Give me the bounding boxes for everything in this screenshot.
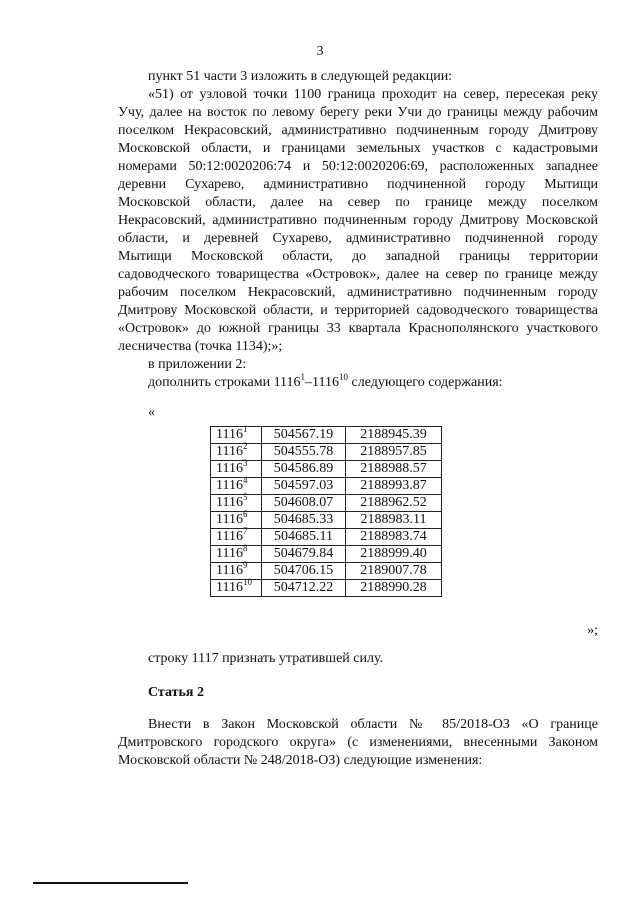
point-number-cell — [211, 509, 262, 529]
y-coordinate-cell: 2189007.78 — [346, 563, 442, 580]
point-number-base: 1116 — [216, 444, 243, 459]
x-coordinate-cell: 504706.15 — [262, 563, 346, 580]
point-number-cell — [211, 526, 262, 546]
page-number: 3 — [316, 44, 324, 59]
point-number-sup: 8 — [242, 543, 248, 553]
point-number-cell — [211, 577, 262, 597]
point-number-base: 1116 — [216, 546, 243, 561]
point-number-sup: 10 — [242, 577, 252, 587]
x-coordinate-cell: 504608.07 — [262, 495, 346, 512]
row-invalid-line: строку 1117 признать утратившей силу. — [148, 651, 384, 666]
y-coordinate-cell: 2188983.74 — [346, 529, 442, 546]
point-number-cell — [211, 560, 262, 580]
coordinates-table — [210, 426, 442, 597]
y-coordinate-cell: 2188957.85 — [346, 444, 442, 461]
x-coordinate-cell: 504685.11 — [262, 529, 346, 546]
add-rows-suffix: следующего содержания: — [348, 375, 503, 390]
point-number-sup: 7 — [242, 526, 248, 536]
x-coordinate-cell: 504586.89 — [262, 461, 346, 478]
intro-line: пункт 51 части 3 изложить в следующей редакции: — [148, 69, 453, 84]
point-number-base: 1116 — [216, 478, 243, 493]
add-rows-sup-a: 1 — [300, 372, 306, 382]
point-number-base: 1116 — [216, 495, 243, 510]
point-number-base: 1116 — [216, 580, 243, 595]
point-number-cell — [211, 492, 262, 512]
x-coordinate-cell: 504679.84 — [262, 546, 346, 563]
point-number-base: 1116 — [216, 427, 243, 442]
y-coordinate-cell: 2188962.52 — [346, 495, 442, 512]
x-coordinate-cell: 504685.33 — [262, 512, 346, 529]
close-quote: »; — [587, 623, 598, 638]
paragraph-51-line: Дмитрову Московской области, и территорией садоводческого товарищества — [118, 303, 598, 318]
add-rows-prefix: дополнить строками 1116 — [148, 375, 301, 390]
add-rows-dash: –1116 — [305, 375, 339, 390]
point-number-cell — [211, 458, 262, 478]
add-rows-sup-b: 10 — [339, 372, 348, 382]
point-number-cell — [211, 543, 262, 563]
paragraph-51-line: рабочим поселком Некрасовский, административно подчиненным городу — [118, 285, 598, 300]
article-heading: Статья 2 — [148, 685, 204, 700]
paragraph-51-line: Мытищи Московской области, до западной границы территории — [118, 249, 598, 264]
point-number-base: 1116 — [216, 512, 243, 527]
article-line: Внести в Закон Московской области № 85/2018-ОЗ «О границе — [148, 717, 598, 732]
footnote-divider — [33, 882, 188, 884]
y-coordinate-cell: 2188988.57 — [346, 461, 442, 478]
point-number-sup: 2 — [242, 441, 248, 451]
paragraph-51-line: Некрасовский, административно подчиненным городу Дмитрову Московской — [118, 213, 598, 228]
appendix-line: в приложении 2: — [148, 357, 247, 372]
y-coordinate-cell: 2188990.28 — [346, 580, 442, 597]
table-row — [211, 580, 442, 597]
x-coordinate-cell: 504597.03 — [262, 478, 346, 495]
x-coordinate-cell: 504567.19 — [262, 427, 346, 444]
paragraph-51-line: номерами 50:12:0020206:74 и 50:12:0020206:69, расположенных западнее — [118, 159, 598, 174]
coordinates-table-body — [211, 424, 442, 597]
paragraph-51-line: поселком Некрасовский, административно подчиненным городу Дмитрову — [118, 123, 598, 138]
point-number-sup: 1 — [242, 424, 248, 434]
paragraph-51-line: Московской области, далее на север по границе между поселком — [118, 195, 598, 210]
x-coordinate-cell: 504555.78 — [262, 444, 346, 461]
point-number-base: 1116 — [216, 563, 243, 578]
paragraph-51-line: Московской области, и границами земельных участков с кадастровыми — [118, 141, 598, 156]
y-coordinate-cell: 2188945.39 — [346, 427, 442, 444]
point-number-sup: 6 — [242, 509, 248, 519]
paragraph-51-line: «Островок» до южной границы 33 квартала Краснополянского участкового — [118, 321, 598, 336]
paragraph-51-line: деревни Сухарево, административно подчиненной городу Мытищи — [118, 177, 598, 192]
point-number-cell — [211, 441, 262, 461]
point-number-sup: 9 — [242, 560, 248, 570]
x-coordinate-cell: 504712.22 — [262, 580, 346, 597]
point-number-base: 1116 — [216, 529, 243, 544]
article-line: Московской области № 248/2018-ОЗ) следующие изменения: — [118, 753, 483, 768]
paragraph-51-line: Учу, далее на восток по левому берегу реки Учи до границы между рабочим — [118, 105, 598, 120]
add-rows-line — [148, 374, 598, 392]
paragraph-51-line: лесничества (точка 1134);»; — [118, 339, 283, 354]
paragraph-51-line: садоводческого товарищества «Островок», далее на север по границе между — [118, 267, 598, 282]
point-number-base: 1116 — [216, 461, 243, 476]
point-number-cell — [211, 424, 262, 444]
open-quote: « — [148, 405, 155, 420]
point-number-sup: 4 — [242, 475, 248, 485]
point-number-sup: 3 — [242, 458, 248, 468]
point-number-sup: 5 — [242, 492, 248, 502]
paragraph-51-line: области, и деревней Сухарево, административно подчиненной городу — [118, 231, 598, 246]
paragraph-51-line: «51) от узловой точки 1100 граница проходит на север, пересекая реку — [148, 87, 598, 102]
y-coordinate-cell: 2188993.87 — [346, 478, 442, 495]
y-coordinate-cell: 2188983.11 — [346, 512, 442, 529]
y-coordinate-cell: 2188999.40 — [346, 546, 442, 563]
point-number-cell — [211, 475, 262, 495]
article-line: Дмитровского городского округа» (с изменениями, внесенными Законом — [118, 735, 598, 750]
